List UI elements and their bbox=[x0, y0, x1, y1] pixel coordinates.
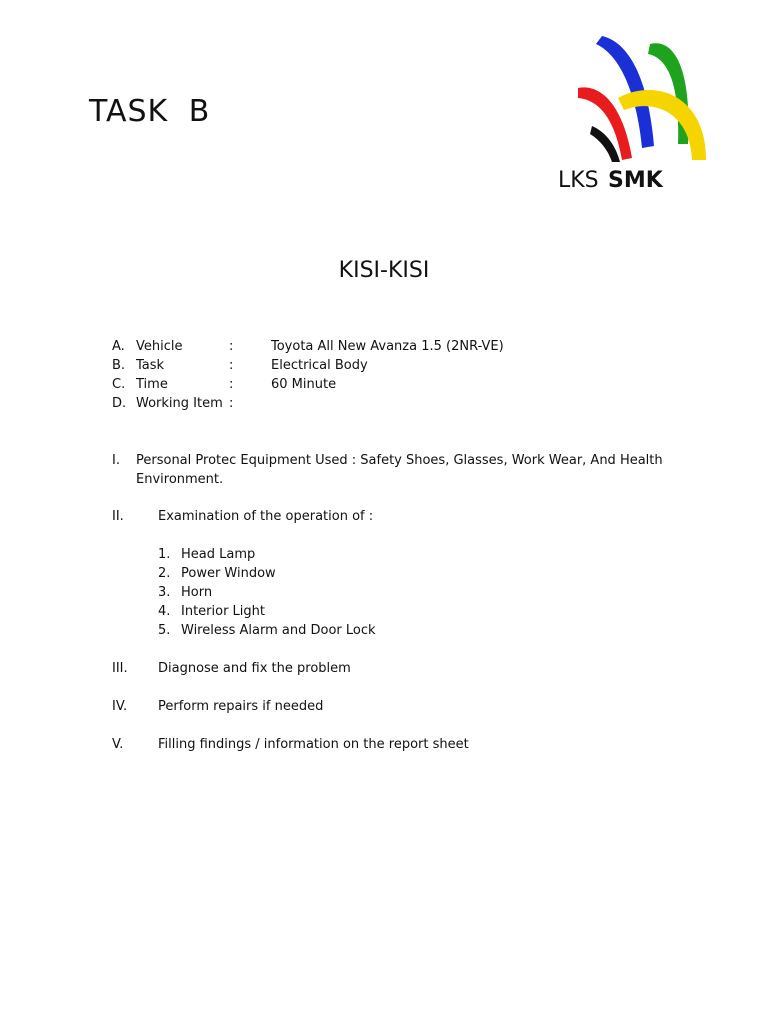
info-letter: A. bbox=[112, 339, 125, 354]
document-heading: KISI-KISI bbox=[338, 258, 430, 283]
logo-text-lks: LKS bbox=[558, 168, 599, 193]
info-label-working-item: Working Item bbox=[136, 396, 223, 411]
section-number: I. bbox=[112, 453, 120, 468]
lks-smk-logo-icon bbox=[550, 28, 710, 168]
list-item: Horn bbox=[181, 585, 213, 600]
logo bbox=[550, 28, 710, 200]
list-item-number: 4. bbox=[158, 604, 171, 619]
info-colon: : bbox=[229, 358, 234, 373]
info-label-vehicle: Vehicle bbox=[136, 339, 183, 354]
list-item: Power Window bbox=[181, 566, 276, 581]
info-letter: C. bbox=[112, 377, 126, 392]
info-colon: : bbox=[229, 377, 234, 392]
section-text-ppe: Personal Protec Equipment Used : Safety Shoes, Glasses, Work Wear, And Health bbox=[136, 453, 663, 468]
task-title: TASK B bbox=[89, 94, 211, 129]
section-text-repairs: Perform repairs if needed bbox=[158, 699, 324, 714]
info-value-vehicle: Toyota All New Avanza 1.5 (2NR-VE) bbox=[271, 339, 504, 354]
info-letter: B. bbox=[112, 358, 126, 373]
list-item-number: 3. bbox=[158, 585, 171, 600]
section-text-diagnose: Diagnose and fix the problem bbox=[158, 661, 351, 676]
info-label-time: Time bbox=[136, 377, 168, 392]
info-value-time: 60 Minute bbox=[271, 377, 337, 392]
info-label-task: Task bbox=[136, 358, 165, 373]
section-text-examination: Examination of the operation of : bbox=[158, 509, 374, 524]
info-letter: D. bbox=[112, 396, 127, 411]
list-item: Interior Light bbox=[181, 604, 265, 619]
list-item-number: 5. bbox=[158, 623, 171, 638]
info-colon: : bbox=[229, 396, 234, 411]
list-item-number: 1. bbox=[158, 547, 171, 562]
section-number: V. bbox=[112, 737, 124, 752]
section-text-ppe-continued: Environment. bbox=[136, 472, 224, 487]
section-number: IV. bbox=[112, 699, 128, 714]
section-number: III. bbox=[112, 661, 128, 676]
info-value-task: Electrical Body bbox=[271, 358, 368, 373]
section-number: II. bbox=[112, 509, 124, 524]
info-colon: : bbox=[229, 339, 234, 354]
list-item: Wireless Alarm and Door Lock bbox=[181, 623, 376, 638]
section-text-report: Filling findings / information on the report sheet bbox=[158, 737, 469, 752]
list-item-number: 2. bbox=[158, 566, 171, 581]
list-item: Head Lamp bbox=[181, 547, 256, 562]
logo-text-smk: SMK bbox=[608, 168, 663, 193]
